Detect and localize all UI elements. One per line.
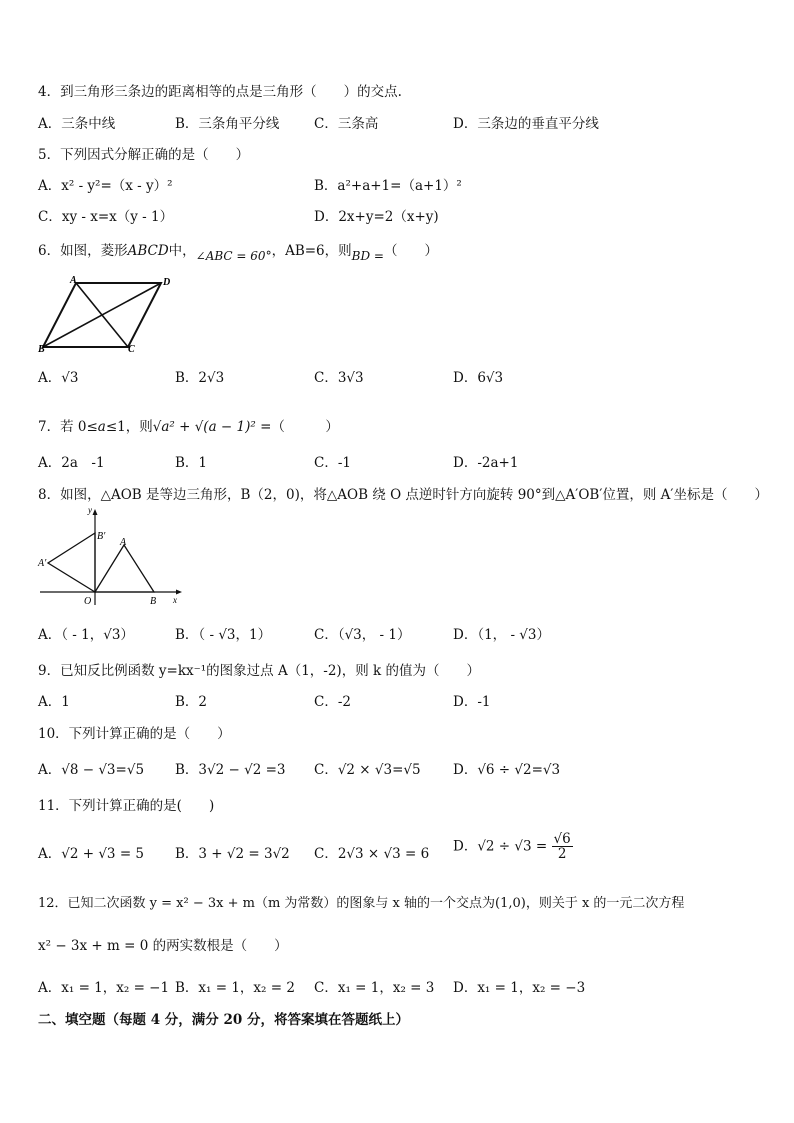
q11-option-b: B．3 + √2 = 3√2 [175, 846, 290, 862]
y-axis-label: y [88, 505, 92, 515]
q12-option-a: A．x₁ = 1，x₂ = −1 [38, 980, 170, 996]
q6-stem-prefix: 6．如图，菱形 [38, 243, 128, 259]
y-axis-arrow [93, 509, 98, 515]
q7-stem-end: （ ） [271, 419, 339, 435]
q8-option-c: C．（√3， - 1） [314, 627, 411, 643]
q6-stem [38, 242, 438, 263]
q6-option-a: A．√3 [38, 370, 79, 386]
q8-option-d: D．（1， - √3） [453, 627, 550, 643]
q5-option-a: A．x² - y²=（x - y）² [38, 178, 173, 194]
q11-option-d [453, 832, 573, 861]
q7-stem-prefix: 7．若 0≤ [38, 419, 98, 435]
q6-stem-end: （ ） [383, 243, 438, 259]
q7-stem [38, 418, 339, 436]
q7-option-b: B．1 [175, 455, 208, 471]
x-axis-label: x [173, 595, 177, 605]
vertex-d-label: D [163, 277, 171, 288]
q5-option-b: B．a²+a+1=（a+1）² [314, 178, 462, 194]
q12-option-c: C．x₁ = 1，x₂ = 3 [314, 980, 435, 996]
q8-option-b: B．（ - √3，1） [175, 627, 272, 643]
vertex-b-label: B [38, 344, 45, 354]
q11-option-a: A．√2 + √3 = 5 [38, 846, 145, 862]
q12-option-b: B．x₁ = 1，x₂ = 2 [175, 980, 295, 996]
q4-option-d: D．三条边的垂直平分线 [453, 116, 599, 132]
q9-option-a: A．1 [38, 694, 70, 710]
q7-option-c: C．-1 [314, 455, 351, 471]
q11-option-c: C．2√3 × √3 = 6 [314, 846, 430, 862]
vertex-c-label: C [128, 344, 135, 354]
q6-option-c: C．3√3 [314, 370, 364, 386]
q11-option-d-numerator: √6 [553, 831, 571, 847]
q8-option-a: A．（ - 1，√3） [38, 627, 134, 643]
triangle-aob [95, 545, 154, 592]
q9-option-c: C．-2 [314, 694, 351, 710]
q4-option-b: B．三条角平分线 [175, 116, 280, 132]
q4-option-c: C．三条高 [314, 116, 379, 132]
q6-stem-mid: 中， [168, 243, 196, 259]
q10-option-d: D．√6 ÷ √2=√3 [453, 762, 561, 778]
q10-option-a: A．√8 − √3=√5 [38, 762, 145, 778]
triangle-a-prime-ob-prime [48, 533, 95, 592]
q12-stem-line2: x² − 3x + m = 0 的两实数根是（ ） [38, 938, 288, 954]
q11-option-d-denominator: 2 [557, 846, 567, 862]
q6-stem-angle: ∠ABC = 60° [195, 249, 272, 263]
q4-stem: 4．到三角形三条边的距离相等的点是三角形（ ）的交点. [38, 84, 402, 100]
q10-stem: 10．下列计算正确的是（ ） [38, 726, 231, 742]
q11-option-d-fraction [552, 832, 573, 861]
q7-option-d: D．-2a+1 [453, 455, 519, 471]
q8-stem: 8．如图，△AOB 是等边三角形，B（2，0)，将△AOB 绕 O 点逆时针方向旋转 90°到△A′OB′位置，则 A′坐标是（ ） [38, 487, 769, 503]
q6-stem-shape: ABCD [127, 243, 169, 259]
q6-stem-ab: ，AB=6，则 [271, 243, 352, 259]
rhombus-figure [36, 276, 176, 354]
q4-option-a: A．三条中线 [38, 116, 116, 132]
q12-option-d: D．x₁ = 1，x₂ = −3 [453, 980, 586, 996]
vertex-a-label: A [70, 276, 77, 286]
q6-stem-bd: BD = [351, 249, 384, 263]
diagonal-bd [43, 283, 161, 347]
q5-option-c: C．xy - x=x（y - 1） [38, 209, 174, 225]
point-a-prime-label: A′ [38, 558, 47, 569]
point-a-label: A [120, 537, 127, 548]
x-axis-arrow [176, 590, 182, 595]
point-b-prime-label: B′ [97, 531, 106, 542]
q9-stem: 9．已知反比例函数 y=kx⁻¹的图象过点 A（1，-2)，则 k 的值为（ ） [38, 663, 480, 679]
q5-option-d: D．2x+y=2（x+y) [314, 209, 439, 225]
q10-option-b: B．3√2 − √2 =3 [175, 762, 286, 778]
q7-stem-var: a [97, 419, 106, 435]
section2-heading: 二、填空题（每题 4 分，满分 20 分，将答案填在答题纸上） [38, 1012, 409, 1028]
q11-option-d-prefix: D．√2 ÷ √3 = [453, 838, 548, 855]
q6-option-d: D．6√3 [453, 370, 504, 386]
q7-stem-expr: √a² + √(a − 1)² = [152, 419, 272, 435]
q7-option-a: A．2a -1 [38, 455, 105, 471]
q7-stem-mid: ≤1，则 [105, 419, 153, 435]
q6-option-b: B．2√3 [175, 370, 225, 386]
q9-option-b: B．2 [175, 694, 208, 710]
point-b-label: B [150, 596, 157, 607]
q5-stem: 5．下列因式分解正确的是（ ） [38, 147, 250, 163]
rotation-figure [36, 505, 186, 610]
q10-option-c: C．√2 × √3=√5 [314, 762, 421, 778]
origin-label: O [84, 596, 92, 607]
q12-stem-line1: 12．已知二次函数 y = x² − 3x + m（m 为常数）的图象与 x 轴的一个交点为(1,0)，则关于 x 的一元二次方程 [38, 896, 685, 911]
q11-stem: 11．下列计算正确的是( ) [38, 798, 215, 814]
q9-option-d: D．-1 [453, 694, 491, 710]
